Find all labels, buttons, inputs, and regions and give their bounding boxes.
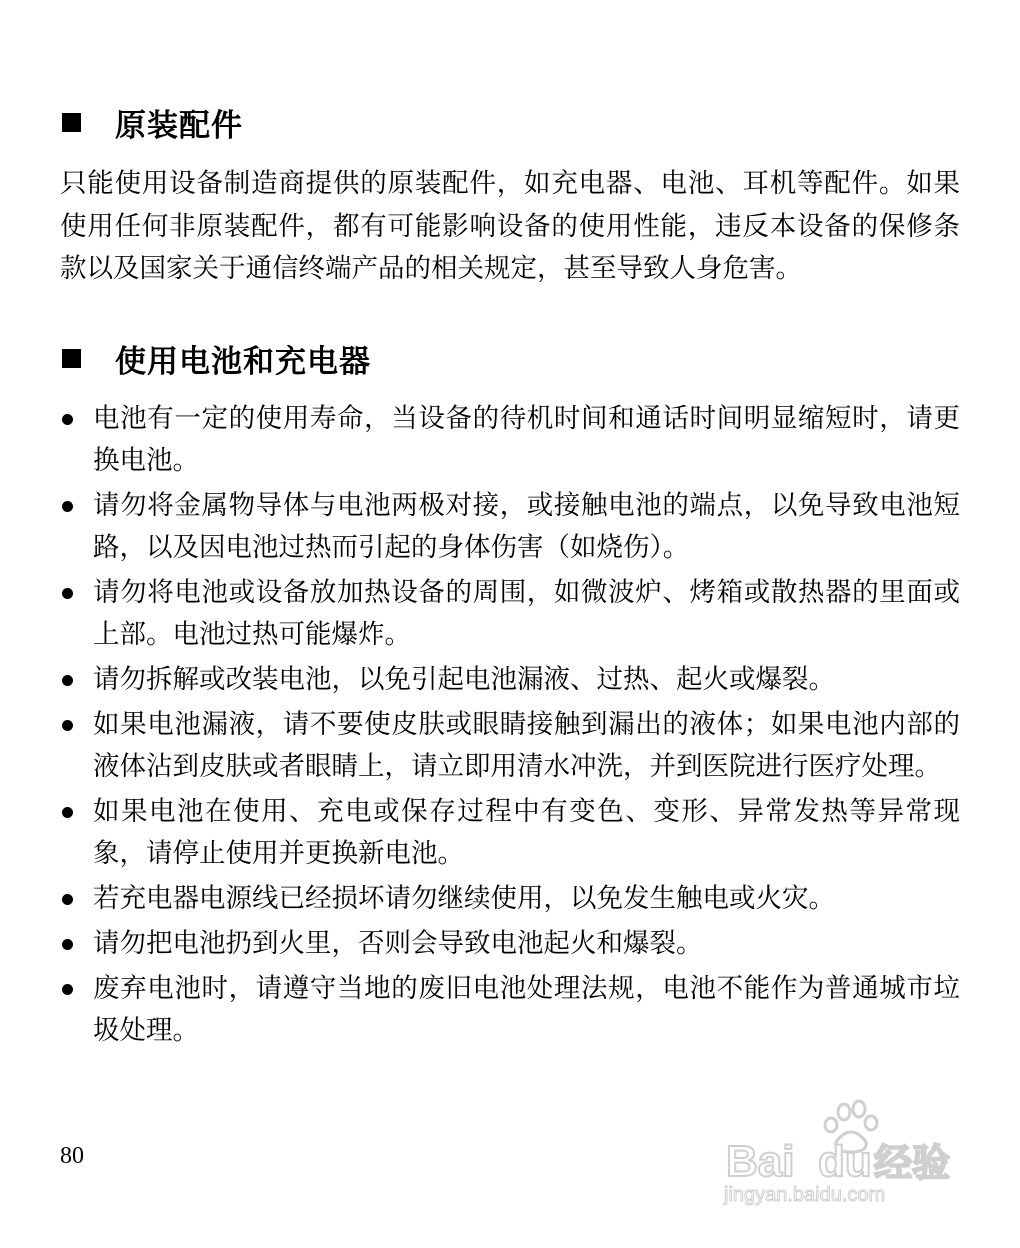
list-item <box>60 485 960 569</box>
section-heading-text: 原装配件 <box>115 108 243 144</box>
list-item-text: 请勿将电池或设备放加热设备的周围，如微波炉、烤箱或散热器的里面或上部。电池过热可能爆炸。 <box>93 577 960 650</box>
list-item <box>60 659 960 701</box>
list-item <box>60 968 960 1052</box>
list-item <box>60 572 960 656</box>
bullet-dot-icon <box>62 501 73 512</box>
list-item <box>60 791 960 875</box>
square-bullet-icon <box>62 349 81 368</box>
list-item-text: 请勿将金属物导体与电池两极对接，或接触电池的端点，以免导致电池短路，以及因电池过热而引起的身体伤害（如烧伤）。 <box>93 490 960 563</box>
list-item-text: 若充电器电源线已经损坏请勿继续使用，以免发生触电或火灾。 <box>93 883 835 914</box>
section-heading-accessories <box>62 100 243 145</box>
page-number: 80 <box>60 1143 84 1169</box>
battery-safety-list <box>60 398 960 1055</box>
list-item-text: 请勿拆解或改装电池，以免引起电池漏液、过热、起火或爆裂。 <box>93 664 835 695</box>
bullet-dot-icon <box>62 894 73 905</box>
baidu-jingyan-watermark <box>718 1098 978 1208</box>
bullet-dot-icon <box>62 414 73 425</box>
section-heading-text: 使用电池和充电器 <box>115 344 371 380</box>
list-item-text: 如果电池漏液，请不要使皮肤或眼睛接触到漏出的液体；如果电池内部的液体沾到皮肤或者眼睛上，请立即用清水冲洗，并到医院进行医疗处理。 <box>93 709 960 782</box>
list-item-text: 废弃电池时，请遵守当地的废旧电池处理法规，电池不能作为普通城市垃圾处理。 <box>93 973 960 1046</box>
bullet-dot-icon <box>62 939 73 950</box>
bullet-dot-icon <box>62 984 73 995</box>
list-item <box>60 923 960 965</box>
section-heading-battery-charger <box>62 336 371 381</box>
list-item-text: 请勿把电池扔到火里，否则会导致电池起火和爆裂。 <box>93 928 703 959</box>
list-item <box>60 704 960 788</box>
accessories-paragraph: 只能使用设备制造商提供的原装配件，如充电器、电池、耳机等配件。如果使用任何非原装配件，都有可能影响设备的使用性能，违反本设备的保修条款以及国家关于通信终端产品的相关规定，甚至导致人身危害。 <box>60 168 960 284</box>
list-item-text: 电池有一定的使用寿命，当设备的待机时间和通话时间明显缩短时，请更换电池。 <box>93 403 960 476</box>
list-item <box>60 398 960 482</box>
watermark-suffix: 经验 <box>874 1141 951 1185</box>
list-item <box>60 878 960 920</box>
watermark-url: jingyan.baidu.com <box>724 1184 886 1206</box>
watermark-brand: Bai <box>726 1137 795 1186</box>
bullet-dot-icon <box>62 675 73 686</box>
square-bullet-icon <box>62 113 81 132</box>
list-item-text: 如果电池在使用、充电或保存过程中有变色、变形、异常发热等异常现象，请停止使用并更换新电池。 <box>93 796 960 869</box>
bullet-dot-icon <box>62 588 73 599</box>
bullet-dot-icon <box>62 807 73 818</box>
bullet-dot-icon <box>62 720 73 731</box>
watermark-brand-2: du <box>818 1137 872 1186</box>
